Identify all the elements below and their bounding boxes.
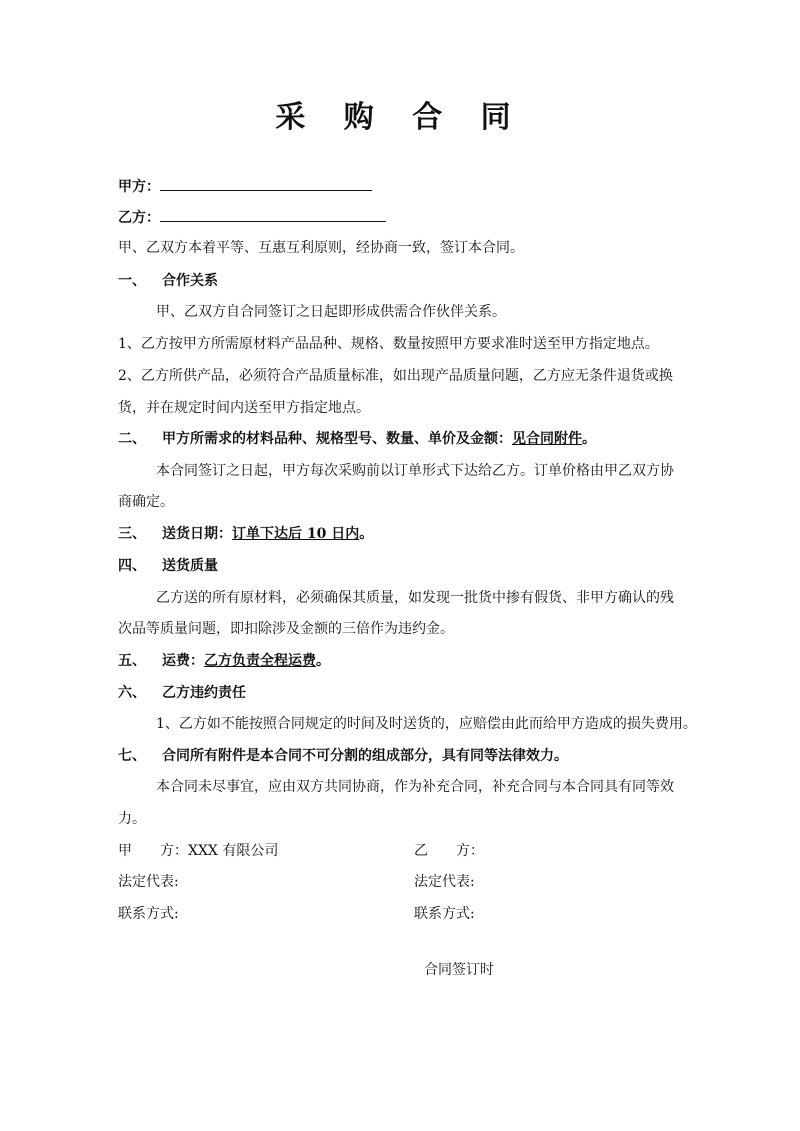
section-1-item-2-line-2: 货，并在规定时间内送至甲方指定地点。 — [118, 400, 370, 416]
sign-party-a-label: 甲 方： — [118, 843, 188, 859]
section-1-paragraph: 甲、乙双方自合同签订之日起即形成供需合作伙伴关系。 — [156, 304, 506, 320]
sign-time: 合同签订时 — [424, 962, 494, 978]
section-1-number: 一、 — [118, 273, 146, 289]
section-2-paragraph-line-2: 商确定。 — [118, 494, 174, 510]
sign-party-a-value: XXX 有限公司 — [188, 843, 279, 859]
section-4-title: 送货质量 — [162, 558, 218, 574]
section-2-title-end: 。 — [582, 431, 596, 447]
section-1-heading — [118, 271, 218, 291]
section-7-number: 七、 — [118, 748, 146, 764]
section-7-paragraph-line-1: 本合同未尽事宜，应由双方共同协商，作为补充合同，补充合同与本合同具有同等效 — [156, 779, 674, 795]
section-5-title: 运费： — [162, 653, 204, 669]
party-a-blank — [160, 176, 372, 191]
intro-text: 甲、乙双方本着平等、互惠互利原则，经协商一致，签订本合同。 — [118, 240, 524, 256]
section-2-attachment-ref: 见合同附件 — [512, 431, 582, 447]
section-2-number: 二、 — [118, 431, 146, 447]
page-title: 采 购 合 同 — [275, 100, 525, 135]
sign-party-a-representative: 法定代表: — [118, 874, 179, 890]
section-5-heading — [118, 651, 330, 671]
section-4-paragraph-line-1: 乙方送的所有原材料，必须确保其质量，如发现一批货中掺有假货、非甲方确认的残 — [156, 590, 674, 606]
party-a-label: 甲方： — [118, 179, 160, 195]
sign-party-b-contact: 联系方式: — [414, 906, 475, 922]
section-2-paragraph-line-1: 本合同签订之日起，甲方每次采购前以订单形式下达给乙方。订单价格由甲乙双方协 — [156, 463, 674, 479]
section-5-title-end: 。 — [316, 653, 330, 669]
party-a-line — [118, 176, 372, 197]
section-3-heading — [118, 524, 373, 544]
party-b-blank — [160, 207, 386, 222]
party-b-line — [118, 207, 386, 228]
section-2-heading — [118, 429, 596, 449]
section-4-heading — [118, 556, 218, 576]
section-1-title: 合作关系 — [162, 273, 218, 289]
section-7-paragraph-line-2: 力。 — [118, 811, 146, 827]
sign-party-b-label: 乙 方： — [414, 843, 484, 859]
section-4-paragraph-line-2: 次品等质量问题，即扣除涉及金额的三倍作为违约金。 — [118, 621, 454, 637]
section-3-title: 送货日期： — [162, 526, 232, 542]
sign-party-a-contact: 联系方式: — [118, 906, 179, 922]
section-3-number: 三、 — [118, 526, 146, 542]
section-5-number: 五、 — [118, 653, 146, 669]
party-b-label: 乙方： — [118, 210, 160, 226]
section-5-freight-terms: 乙方负责全程运费 — [204, 653, 316, 669]
sign-party-b-representative: 法定代表: — [414, 874, 475, 890]
section-4-number: 四、 — [118, 558, 146, 574]
section-6-title: 乙方违约责任 — [162, 685, 246, 701]
section-6-paragraph: 1、乙方如不能按照合同规定的时间及时送货的，应赔偿由此而给甲方造成的损失费用。 — [156, 716, 697, 732]
section-3-title-end: 。 — [359, 526, 374, 542]
section-3-delivery-date: 订单下达后 10 日内 — [232, 526, 360, 542]
section-1-item-2-line-1: 2、乙方所供产品，必须符合产品质量标准，如出现产品质量问题，乙方应无条件退货或换 — [118, 368, 673, 384]
section-7-title: 合同所有附件是本合同不可分割的组成部分，具有同等法律效力。 — [162, 748, 568, 764]
section-6-heading — [118, 683, 246, 703]
section-1-item-1: 1、乙方按甲方所需原材料产品品种、规格、数量按照甲方要求准时送至甲方指定地点。 — [118, 336, 659, 352]
section-7-heading — [118, 746, 568, 766]
section-6-number: 六、 — [118, 685, 146, 701]
sign-party-a — [118, 841, 278, 861]
section-2-title: 甲方所需求的材料品种、规格型号、数量、单价及金额： — [162, 431, 512, 447]
